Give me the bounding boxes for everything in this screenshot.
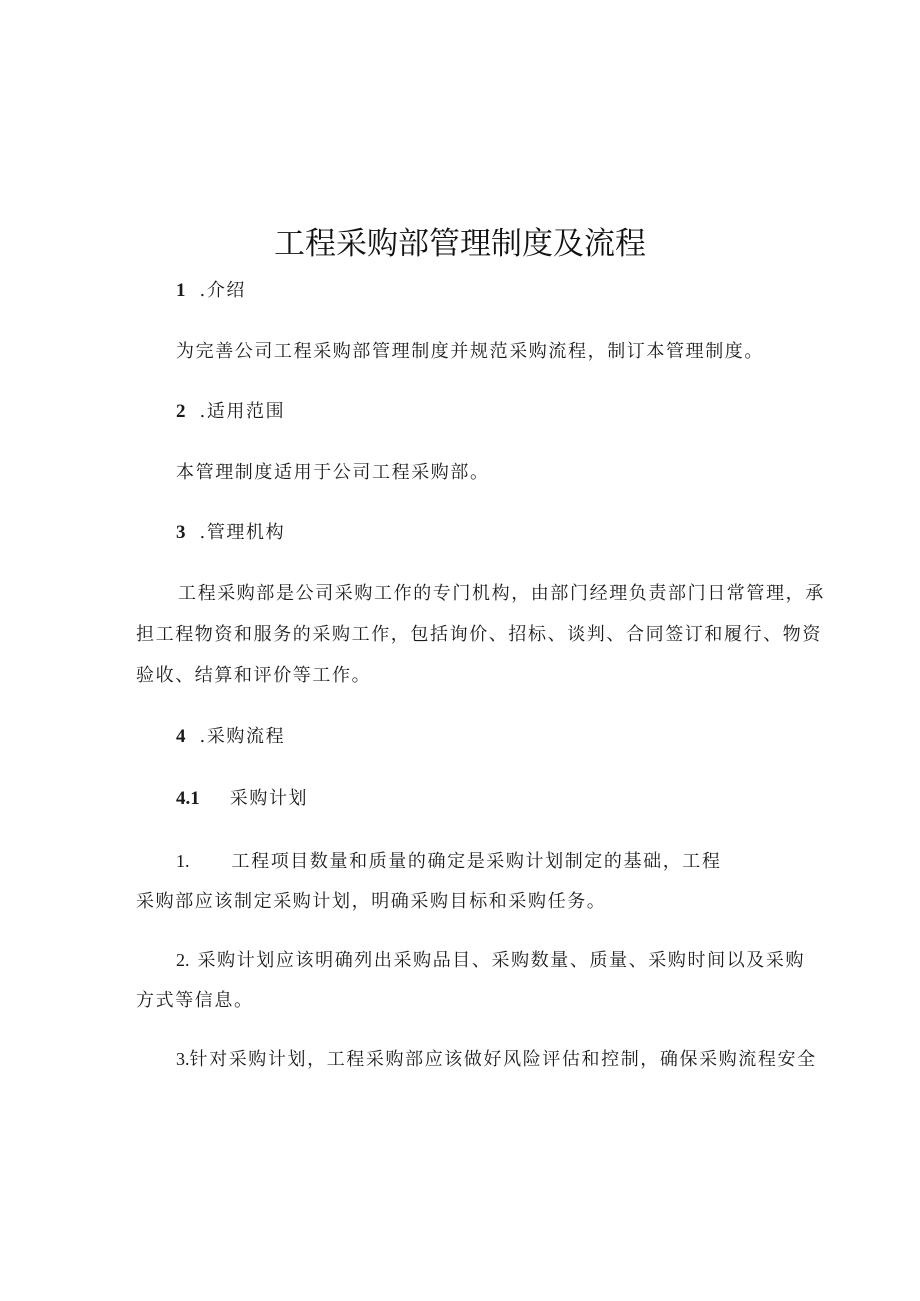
document-title: 工程采购部管理制度及流程 (274, 226, 646, 262)
section-number: 1 (176, 280, 186, 301)
subsection-number: 4.1 (176, 788, 200, 809)
list-item-2-line-2: 方式等信息。 (136, 990, 254, 1011)
section-number: 2 (176, 401, 186, 422)
list-item-number: 2. (176, 950, 190, 970)
section-heading-4 (176, 725, 285, 749)
section-body-3-line-1: 工程采购部是公司采购工作的专门机构，由部门经理负责部门日常管理，承 (178, 583, 825, 604)
section-heading-1 (176, 279, 246, 303)
list-item-1-line-2: 采购部应该制定采购计划，明确采购目标和采购任务。 (136, 891, 607, 912)
list-item-text: 工程项目数量和质量的确定是采购计划制定的基础，工程 (231, 851, 722, 872)
section-heading-text: .介绍 (199, 280, 247, 301)
section-heading-text: .采购流程 (199, 726, 286, 747)
section-body-3-line-3: 验收、结算和评价等工作。 (136, 665, 372, 686)
list-item-number: 3. (176, 1049, 190, 1069)
section-body-1: 为完善公司工程采购部管理制度并规范采购流程，制订本管理制度。 (176, 341, 764, 362)
section-number: 3 (176, 522, 186, 543)
list-item-text: 采购计划应该明确列出采购品目、采购数量、质量、采购时间以及采购 (197, 950, 806, 971)
section-heading-2 (176, 400, 285, 424)
section-heading-text: .适用范围 (199, 401, 286, 422)
list-item-2-line-1 (176, 948, 805, 973)
section-body-2: 本管理制度适用于公司工程采购部。 (176, 462, 490, 483)
subsection-heading-text: 采购计划 (229, 788, 309, 809)
section-number: 4 (176, 726, 186, 747)
section-heading-3 (176, 521, 285, 545)
section-heading-text: .管理机构 (199, 522, 286, 543)
list-item-number: 1. (176, 851, 190, 871)
list-item-1-line-1 (176, 849, 722, 874)
section-body-3-line-2: 担工程物资和服务的采购工作，包括询价、招标、谈判、合同签订和履行、物资 (136, 624, 822, 645)
list-item-text: 针对采购计划，工程采购部应该做好风险评估和控制，确保采购流程安全 (189, 1049, 817, 1070)
list-item-3-line-1 (176, 1047, 817, 1072)
subsection-heading-4-1 (176, 787, 308, 811)
